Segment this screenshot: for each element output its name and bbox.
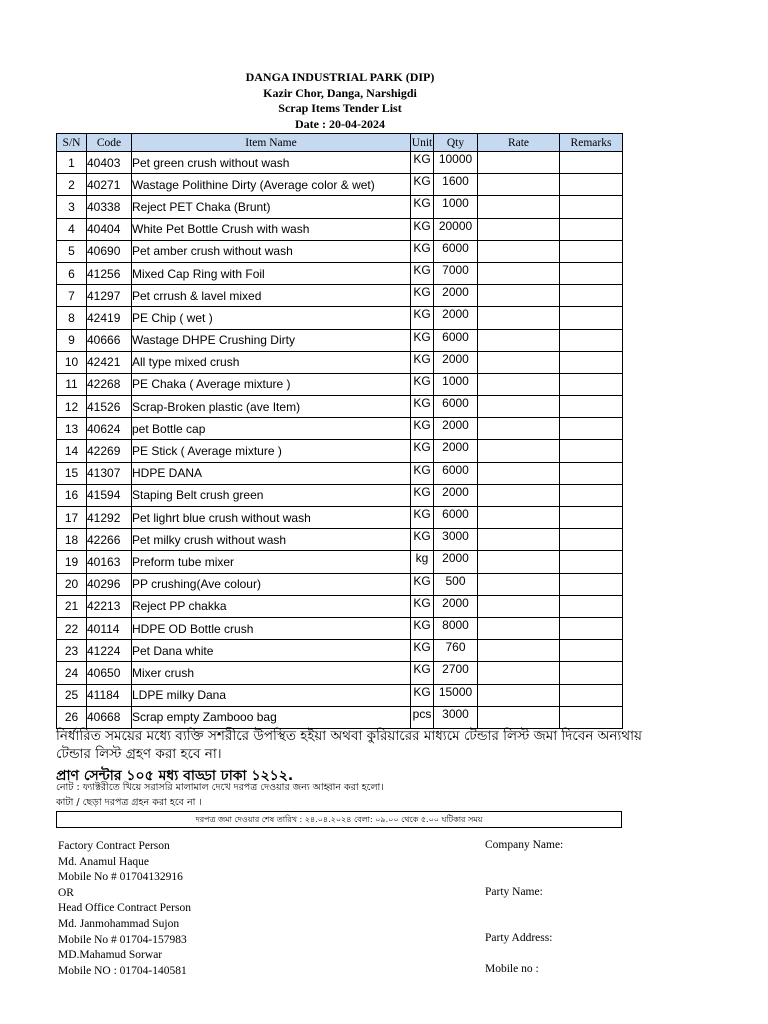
cell-code: 40650 <box>87 662 132 684</box>
cell-sn: 7 <box>57 285 87 307</box>
col-header-remarks: Remarks <box>560 134 623 152</box>
cell-qty: 20000 <box>434 218 478 240</box>
table-row <box>57 617 623 639</box>
cell-sn: 12 <box>57 396 87 418</box>
cell-unit: KG <box>411 218 434 240</box>
cell-code: 42421 <box>87 351 132 373</box>
cell-item-name: PE Chaka ( Average mixture ) <box>132 373 411 395</box>
cell-unit: KG <box>411 440 434 462</box>
cell-sn: 21 <box>57 595 87 617</box>
cell-rate <box>478 329 560 351</box>
table-body <box>57 152 623 729</box>
cell-sn: 10 <box>57 351 87 373</box>
cell-unit: KG <box>411 351 434 373</box>
cell-remarks <box>560 174 623 196</box>
cell-code: 42269 <box>87 440 132 462</box>
cell-qty: 2000 <box>434 551 478 573</box>
cell-qty: 500 <box>434 573 478 595</box>
cell-rate <box>478 418 560 440</box>
cell-code: 41292 <box>87 507 132 529</box>
cell-item-name: Reject PET Chaka (Brunt) <box>132 196 411 218</box>
cell-code: 41594 <box>87 484 132 506</box>
table-row <box>57 529 623 551</box>
cell-sn: 26 <box>57 706 87 728</box>
tender-table <box>56 133 623 729</box>
cell-qty: 3000 <box>434 706 478 728</box>
cell-unit: KG <box>411 373 434 395</box>
cell-qty: 1000 <box>434 373 478 395</box>
cell-remarks <box>560 551 623 573</box>
deadline-box: দরপত্র জমা দেওয়ার শেষ তারিখ : ২৪.০৪.২০২৪ বেলা: ০৯.০০ থেকে ৫.০০ ঘটিকার সময় <box>56 811 622 828</box>
cell-rate <box>478 595 560 617</box>
notice-note: নোট : ফ্যাক্টরীতে খিয়ে সরাসরি মালামাল দেখে দরপত্র দেওয়ার জন্য আহ্বান করা হলো। <box>56 782 384 793</box>
cell-code: 42266 <box>87 529 132 551</box>
cell-item-name: PE Stick ( Average mixture ) <box>132 440 411 462</box>
cell-remarks <box>560 351 623 373</box>
cell-item-name: White Pet Bottle Crush with wash <box>132 218 411 240</box>
col-header-code: Code <box>87 134 132 152</box>
cell-qty: 2000 <box>434 307 478 329</box>
cell-item-name: Mixed Cap Ring with Foil <box>132 262 411 284</box>
cell-code: 41224 <box>87 640 132 662</box>
table-row <box>57 307 623 329</box>
cell-code: 40668 <box>87 706 132 728</box>
cell-qty: 2000 <box>434 418 478 440</box>
cell-rate <box>478 396 560 418</box>
cell-remarks <box>560 573 623 595</box>
cell-code: 40404 <box>87 218 132 240</box>
cell-unit: KG <box>411 152 434 174</box>
cell-code: 41307 <box>87 462 132 484</box>
cell-sn: 8 <box>57 307 87 329</box>
cell-sn: 20 <box>57 573 87 595</box>
cell-remarks <box>560 440 623 462</box>
cell-sn: 15 <box>57 462 87 484</box>
cell-sn: 6 <box>57 262 87 284</box>
org-name: DANGA INDUSTRIAL PARK (DIP) <box>245 70 435 84</box>
cell-sn: 24 <box>57 662 87 684</box>
cell-code: 40624 <box>87 418 132 440</box>
table-header-row <box>57 134 623 152</box>
cell-code: 42268 <box>87 373 132 395</box>
cell-rate <box>478 307 560 329</box>
cell-sn: 3 <box>57 196 87 218</box>
party-name-label: Party Name: <box>485 886 543 898</box>
cell-rate <box>478 174 560 196</box>
cell-sn: 1 <box>57 152 87 174</box>
cell-sn: 19 <box>57 551 87 573</box>
cell-qty: 2000 <box>434 440 478 462</box>
contact-line: Head Office Contract Person <box>58 902 191 915</box>
document-date: Date : 20-04-2024 <box>295 116 385 131</box>
cell-item-name: Pet amber crush without wash <box>132 240 411 262</box>
cell-code: 41256 <box>87 262 132 284</box>
table-row <box>57 152 623 174</box>
cell-qty: 8000 <box>434 617 478 639</box>
cell-sn: 23 <box>57 640 87 662</box>
cell-code: 41297 <box>87 285 132 307</box>
table-row <box>57 640 623 662</box>
cell-qty: 2000 <box>434 595 478 617</box>
cell-remarks <box>560 507 623 529</box>
cell-unit: kg <box>411 551 434 573</box>
cell-unit: KG <box>411 640 434 662</box>
table-row <box>57 595 623 617</box>
cell-rate <box>478 684 560 706</box>
cell-unit: KG <box>411 285 434 307</box>
cell-rate <box>478 240 560 262</box>
table-row <box>57 240 623 262</box>
cell-rate <box>478 285 560 307</box>
cell-remarks <box>560 218 623 240</box>
cell-item-name: Preform tube mixer <box>132 551 411 573</box>
cell-sn: 25 <box>57 684 87 706</box>
cell-sn: 16 <box>57 484 87 506</box>
contact-line: MD.Mahamud Sorwar <box>58 949 163 962</box>
cell-unit: KG <box>411 684 434 706</box>
cell-code: 40666 <box>87 329 132 351</box>
contact-line: Md. Anamul Haque <box>58 855 150 868</box>
cell-remarks <box>560 396 623 418</box>
col-header-sn: S/N <box>57 134 87 152</box>
cell-remarks <box>560 196 623 218</box>
table-row <box>57 285 623 307</box>
cell-qty: 2000 <box>434 285 478 307</box>
cell-remarks <box>560 529 623 551</box>
table-row <box>57 684 623 706</box>
cell-qty: 7000 <box>434 262 478 284</box>
contact-line: Mobile NO : 01704-140581 <box>58 964 187 977</box>
table-row <box>57 174 623 196</box>
cell-remarks <box>560 285 623 307</box>
cell-item-name: All type mixed crush <box>132 351 411 373</box>
mobile-label: Mobile no : <box>485 963 539 975</box>
cell-sn: 11 <box>57 373 87 395</box>
cell-item-name: LDPE milky Dana <box>132 684 411 706</box>
cell-item-name: Scrap empty Zambooo bag <box>132 706 411 728</box>
cell-sn: 14 <box>57 440 87 462</box>
cell-unit: KG <box>411 240 434 262</box>
cell-qty: 6000 <box>434 507 478 529</box>
cell-remarks <box>560 152 623 174</box>
cell-code: 40403 <box>87 152 132 174</box>
cell-qty: 15000 <box>434 684 478 706</box>
cell-rate <box>478 152 560 174</box>
document-header <box>0 70 680 132</box>
cell-unit: KG <box>411 507 434 529</box>
contact-line: Md. Janmohammad Sujon <box>58 917 180 930</box>
cell-remarks <box>560 706 623 728</box>
cell-qty: 3000 <box>434 529 478 551</box>
cell-code: 40114 <box>87 617 132 639</box>
cell-remarks <box>560 662 623 684</box>
cell-rate <box>478 351 560 373</box>
cell-sn: 4 <box>57 218 87 240</box>
cell-remarks <box>560 640 623 662</box>
cell-unit: KG <box>411 484 434 506</box>
table-row <box>57 440 623 462</box>
cell-remarks <box>560 484 623 506</box>
cell-qty: 760 <box>434 640 478 662</box>
cell-item-name: PE Chip ( wet ) <box>132 307 411 329</box>
cell-rate <box>478 373 560 395</box>
cell-item-name: Pet crrush & lavel mixed <box>132 285 411 307</box>
cell-unit: KG <box>411 529 434 551</box>
cell-item-name: Wastage DHPE Crushing Dirty <box>132 329 411 351</box>
cell-qty: 6000 <box>434 462 478 484</box>
cell-unit: KG <box>411 396 434 418</box>
table-row <box>57 573 623 595</box>
cell-remarks <box>560 617 623 639</box>
cell-item-name: Pet lighrt blue crush without wash <box>132 507 411 529</box>
cell-qty: 1600 <box>434 174 478 196</box>
cell-rate <box>478 218 560 240</box>
cell-remarks <box>560 462 623 484</box>
table-row <box>57 662 623 684</box>
cell-unit: KG <box>411 307 434 329</box>
cell-unit: pcs <box>411 706 434 728</box>
contact-line: Mobile No # 01704132916 <box>58 871 183 884</box>
cell-rate <box>478 706 560 728</box>
cell-qty: 10000 <box>434 152 478 174</box>
cell-sn: 13 <box>57 418 87 440</box>
cell-rate <box>478 617 560 639</box>
table-row <box>57 462 623 484</box>
cell-remarks <box>560 418 623 440</box>
company-name-label: Company Name: <box>485 839 564 851</box>
table-row <box>57 373 623 395</box>
notice-no-torn: কাটা / ছেড়া দরপত্র গ্রহন করা হবে না । <box>56 797 202 808</box>
cell-rate <box>478 196 560 218</box>
cell-item-name: Staping Belt crush green <box>132 484 411 506</box>
contact-line: Factory Contract Person <box>58 840 170 852</box>
table-row <box>57 551 623 573</box>
cell-qty: 6000 <box>434 396 478 418</box>
cell-unit: KG <box>411 662 434 684</box>
cell-rate <box>478 529 560 551</box>
cell-code: 40338 <box>87 196 132 218</box>
table-row <box>57 262 623 284</box>
cell-rate <box>478 573 560 595</box>
table-row <box>57 351 623 373</box>
cell-sn: 17 <box>57 507 87 529</box>
cell-item-name: HDPE DANA <box>132 462 411 484</box>
cell-unit: KG <box>411 196 434 218</box>
cell-code: 40163 <box>87 551 132 573</box>
cell-item-name: Pet green crush without wash <box>132 152 411 174</box>
cell-item-name: Scrap-Broken plastic (ave Item) <box>132 396 411 418</box>
cell-remarks <box>560 240 623 262</box>
cell-code: 42213 <box>87 595 132 617</box>
table-row <box>57 507 623 529</box>
cell-sn: 18 <box>57 529 87 551</box>
cell-unit: KG <box>411 595 434 617</box>
contact-line: Mobile No # 01704-157983 <box>58 933 187 946</box>
cell-item-name: HDPE OD Bottle crush <box>132 617 411 639</box>
cell-rate <box>478 507 560 529</box>
cell-code: 40296 <box>87 573 132 595</box>
cell-code: 41526 <box>87 396 132 418</box>
cell-remarks <box>560 595 623 617</box>
cell-sn: 2 <box>57 174 87 196</box>
cell-unit: KG <box>411 418 434 440</box>
party-address-label: Party Address: <box>485 932 553 944</box>
col-header-unit: Unit <box>411 134 434 152</box>
cell-remarks <box>560 684 623 706</box>
cell-rate <box>478 484 560 506</box>
cell-unit: KG <box>411 462 434 484</box>
table-row <box>57 196 623 218</box>
cell-qty: 6000 <box>434 240 478 262</box>
table-row <box>57 329 623 351</box>
cell-unit: KG <box>411 573 434 595</box>
cell-rate <box>478 640 560 662</box>
table-row <box>57 218 623 240</box>
cell-rate <box>478 551 560 573</box>
table-row <box>57 396 623 418</box>
cell-remarks <box>560 262 623 284</box>
cell-qty: 6000 <box>434 329 478 351</box>
cell-code: 41184 <box>87 684 132 706</box>
cell-remarks <box>560 307 623 329</box>
cell-item-name: Pet Dana white <box>132 640 411 662</box>
cell-item-name: pet Bottle cap <box>132 418 411 440</box>
cell-qty: 2000 <box>434 351 478 373</box>
cell-unit: KG <box>411 617 434 639</box>
org-address: Kazir Chor, Danga, Narshigdi <box>263 85 417 100</box>
notice-address: প্রাণ সেন্টার ১০৫ মধ্য বাড্ডা ঢাকা ১২১২. <box>56 768 294 784</box>
cell-code: 42419 <box>87 307 132 329</box>
document-title: Scrap Items Tender List <box>278 101 402 115</box>
cell-remarks <box>560 373 623 395</box>
table-row <box>57 418 623 440</box>
cell-remarks <box>560 329 623 351</box>
cell-item-name: Pet milky crush without wash <box>132 529 411 551</box>
cell-rate <box>478 662 560 684</box>
contact-line: OR <box>58 886 74 899</box>
contact-block <box>58 839 191 979</box>
col-header-rate: Rate <box>478 134 560 152</box>
notice-submission: নির্ধারিত সময়ের মধ্যে ব্যক্তি সশরীরে উপস্থিত হইয়া অথবা কুরিয়ারের মাধ্যমে টেন্ডার লিস্ট জমা দিবেন অন্যথায় টেন্ডার লিস্ট গ্রহণ করা হবে না। <box>56 728 642 762</box>
cell-unit: KG <box>411 329 434 351</box>
cell-code: 40690 <box>87 240 132 262</box>
cell-sn: 22 <box>57 617 87 639</box>
cell-qty: 2700 <box>434 662 478 684</box>
cell-rate <box>478 440 560 462</box>
cell-item-name: Reject PP chakka <box>132 595 411 617</box>
cell-unit: KG <box>411 262 434 284</box>
cell-sn: 9 <box>57 329 87 351</box>
cell-item-name: PP crushing(Ave colour) <box>132 573 411 595</box>
col-header-qty: Qty <box>434 134 478 152</box>
col-header-item-name: Item Name <box>132 134 411 152</box>
cell-qty: 2000 <box>434 484 478 506</box>
table-row <box>57 706 623 728</box>
cell-item-name: Mixer crush <box>132 662 411 684</box>
cell-code: 40271 <box>87 174 132 196</box>
table-row <box>57 484 623 506</box>
cell-unit: KG <box>411 174 434 196</box>
cell-rate <box>478 262 560 284</box>
cell-sn: 5 <box>57 240 87 262</box>
cell-rate <box>478 462 560 484</box>
cell-qty: 1000 <box>434 196 478 218</box>
cell-item-name: Wastage Polithine Dirty (Average color & wet) <box>132 174 411 196</box>
